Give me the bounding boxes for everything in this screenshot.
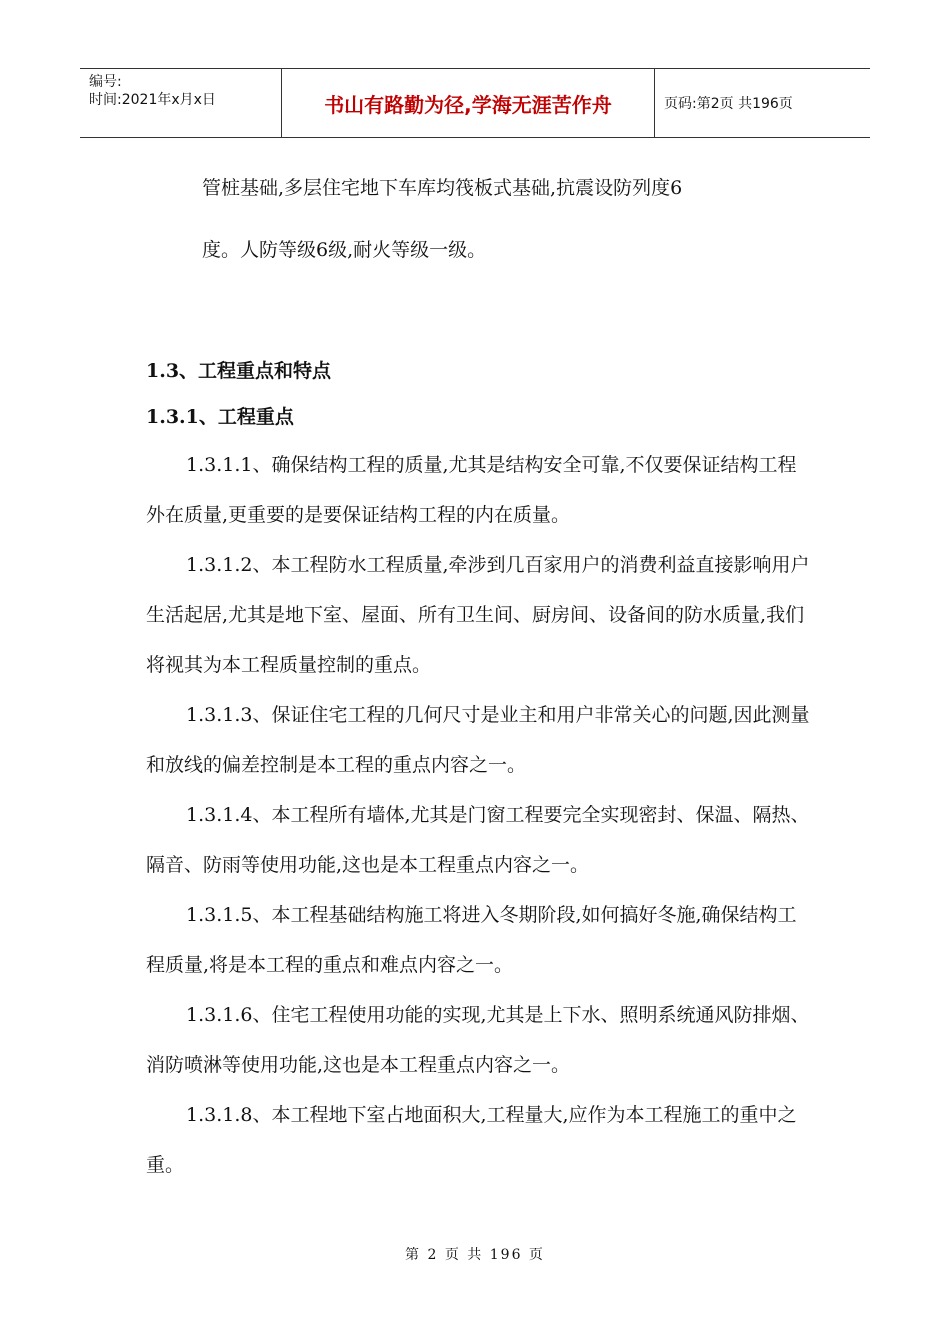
header-meta — [80, 69, 282, 137]
list-item: 1.3.1.2、本工程防水工程质量,牵涉到几百家用户的消费利益直接影响用户生活起居,尤其是地下室、屋面、所有卫生间、厨房间、设备间的防水质量,我们将视其为本工程质量控制的重点。 — [146, 554, 810, 676]
page-header — [80, 68, 870, 138]
section-heading: 1.3、工程重点和特点 — [146, 360, 332, 382]
document-body — [146, 160, 814, 1190]
continuation-line-1: 管桩基础,多层住宅地下车库均筏板式基础,抗震设防列度6 — [202, 177, 683, 199]
subsection-heading: 1.3.1、工程重点 — [146, 406, 294, 428]
page-footer: 第 2 页 共 196 页 — [405, 1247, 545, 1263]
list-item: 1.3.1.6、住宅工程使用功能的实现,尤其是上下水、照明系统通风防排烟、消防喷淋等使用功能,这也是本工程重点内容之一。 — [146, 1004, 810, 1076]
list-item: 1.3.1.8、本工程地下室占地面积大,工程量大,应作为本工程施工的重中之重。 — [146, 1104, 797, 1176]
document-date: 时间:2021年x月x日 — [89, 92, 216, 108]
continuation-line-2: 度。人防等级6级,耐火等级一级。 — [202, 239, 487, 261]
header-page-info: 页码:第2页 共196页 — [664, 96, 793, 112]
list-item: 1.3.1.1、确保结构工程的质量,尤其是结构安全可靠,不仅要保证结构工程外在质量,更重要的是要保证结构工程的内在质量。 — [146, 454, 797, 526]
list-item: 1.3.1.4、本工程所有墙体,尤其是门窗工程要完全实现密封、保温、隔热、隔音、防雨等使用功能,这也是本工程重点内容之一。 — [146, 804, 810, 876]
header-motto: 书山有路勤为径,学海无涯苦作舟 — [282, 69, 655, 137]
document-number-label: 编号: — [89, 74, 122, 90]
list-item: 1.3.1.5、本工程基础结构施工将进入冬期阶段,如何搞好冬施,确保结构工程质量,将是本工程的重点和难点内容之一。 — [146, 904, 797, 976]
list-item: 1.3.1.3、保证住宅工程的几何尺寸是业主和用户非常关心的问题,因此测量和放线的偏差控制是本工程的重点内容之一。 — [146, 704, 810, 776]
